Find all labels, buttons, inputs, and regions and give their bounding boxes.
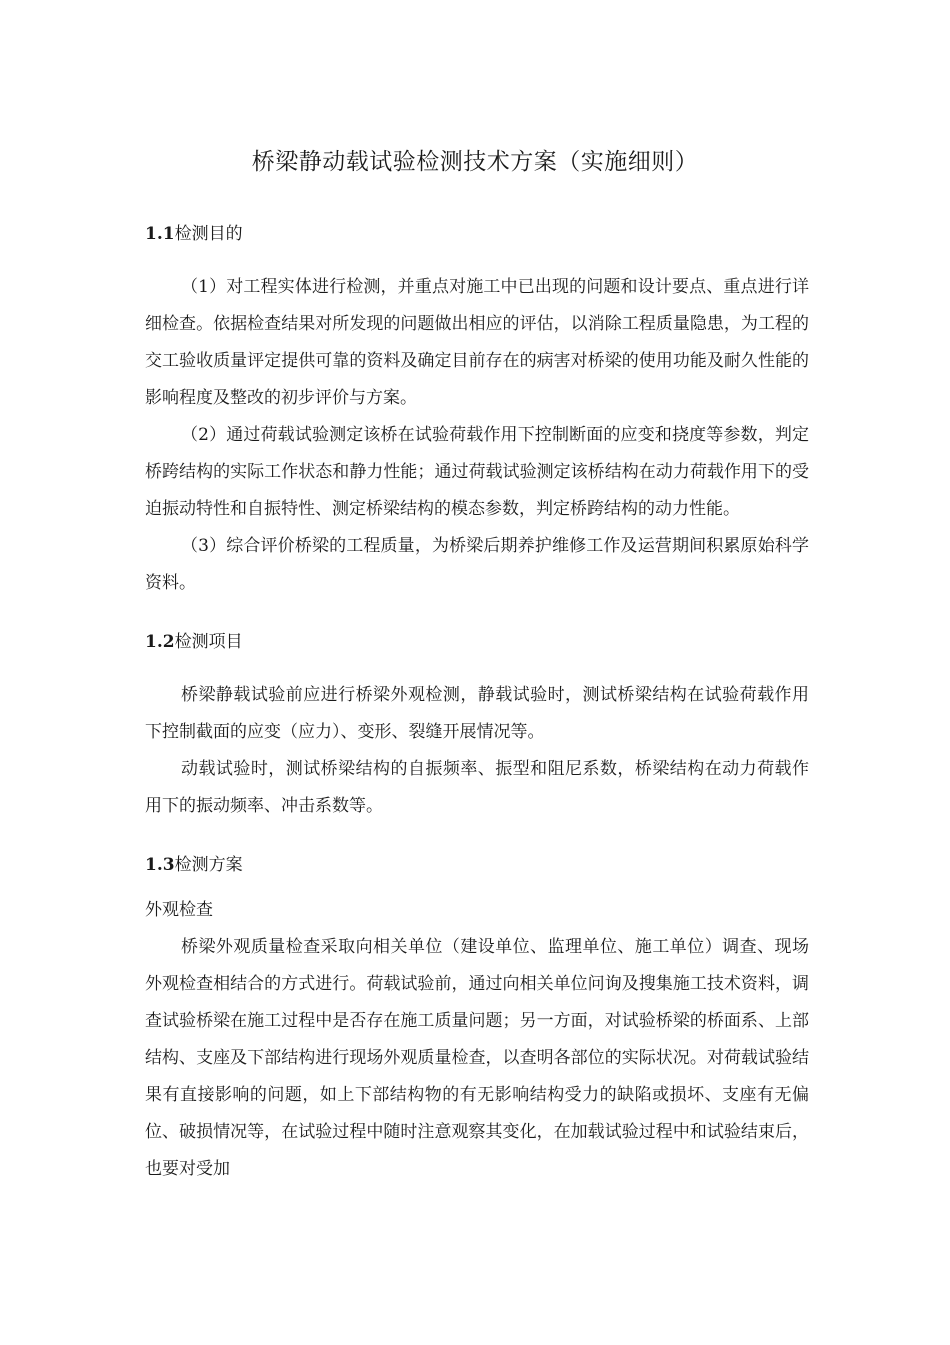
section-heading-1-3: [145, 850, 809, 880]
paragraph: （1）对工程实体进行检测，并重点对施工中已出现的问题和设计要点、重点进行详细检查。依据检查结果对所发现的问题做出相应的评估，以消除工程质量隐患，为工程的交工验收质量评定提供可靠的资料及确定目前存在的病害对桥梁的使用功能及耐久性能的影响程度及整改的初步评价与方案。: [145, 277, 809, 408]
paragraph: （2）通过荷载试验测定该桥在试验荷载作用下控制断面的应变和挠度等参数，判定桥跨结构的实际工作状态和静力性能；通过荷载试验测定该桥结构在动力荷载作用下的受迫振动特性和自振特性、测定桥梁结构的模态参数，判定桥跨结构的动力性能。: [145, 425, 809, 519]
section-body-1-2: [145, 677, 809, 825]
section-title: 检测目的: [174, 224, 243, 244]
section-heading-1-2: [145, 627, 809, 657]
section-number: 1.3: [145, 855, 175, 875]
document-title: 桥梁静动载试验检测技术方案（实施细则）: [251, 149, 699, 175]
paragraph: 桥梁外观质量检查采取向相关单位（建设单位、监理单位、施工单位）调查、现场外观检查相结合的方式进行。荷载试验前，通过向相关单位问询及搜集施工技术资料，调查试验桥梁在施工过程中是否存在施工质量问题；另一方面，对试验桥梁的桥面系、上部结构、支座及下部结构进行现场外观质量检查，以查明各部位的实际状况。对荷载试验结果有直接影响的问题，如上下部结构物的有无影响结构受力的缺陷或损坏、支座有无偏位、破损情况等，在试验过程中随时注意观察其变化，在加载试验过程中和试验结束后，也要对受加: [145, 937, 809, 1179]
subsection-heading: 外观检查: [145, 900, 213, 920]
section-title: 检测项目: [174, 632, 243, 652]
section-title: 检测方案: [174, 855, 243, 875]
section-body-1-3: [145, 892, 809, 1188]
section-body-1-1: [145, 269, 809, 602]
document-body: [145, 219, 809, 1188]
paragraph: 桥梁静载试验前应进行桥梁外观检测，静载试验时，测试桥梁结构在试验荷载作用下控制截面的应变（应力）、变形、裂缝开展情况等。: [145, 685, 809, 742]
section-number: 1.1: [145, 224, 175, 244]
section-number: 1.2: [145, 632, 175, 652]
paragraph: （3）综合评价桥梁的工程质量，为桥梁后期养护维修工作及运营期间积累原始科学资料。: [145, 536, 809, 593]
paragraph: 动载试验时，测试桥梁结构的自振频率、振型和阻尼系数，桥梁结构在动力荷载作用下的振动频率、冲击系数等。: [145, 759, 809, 816]
section-heading-1-1: [145, 219, 809, 249]
